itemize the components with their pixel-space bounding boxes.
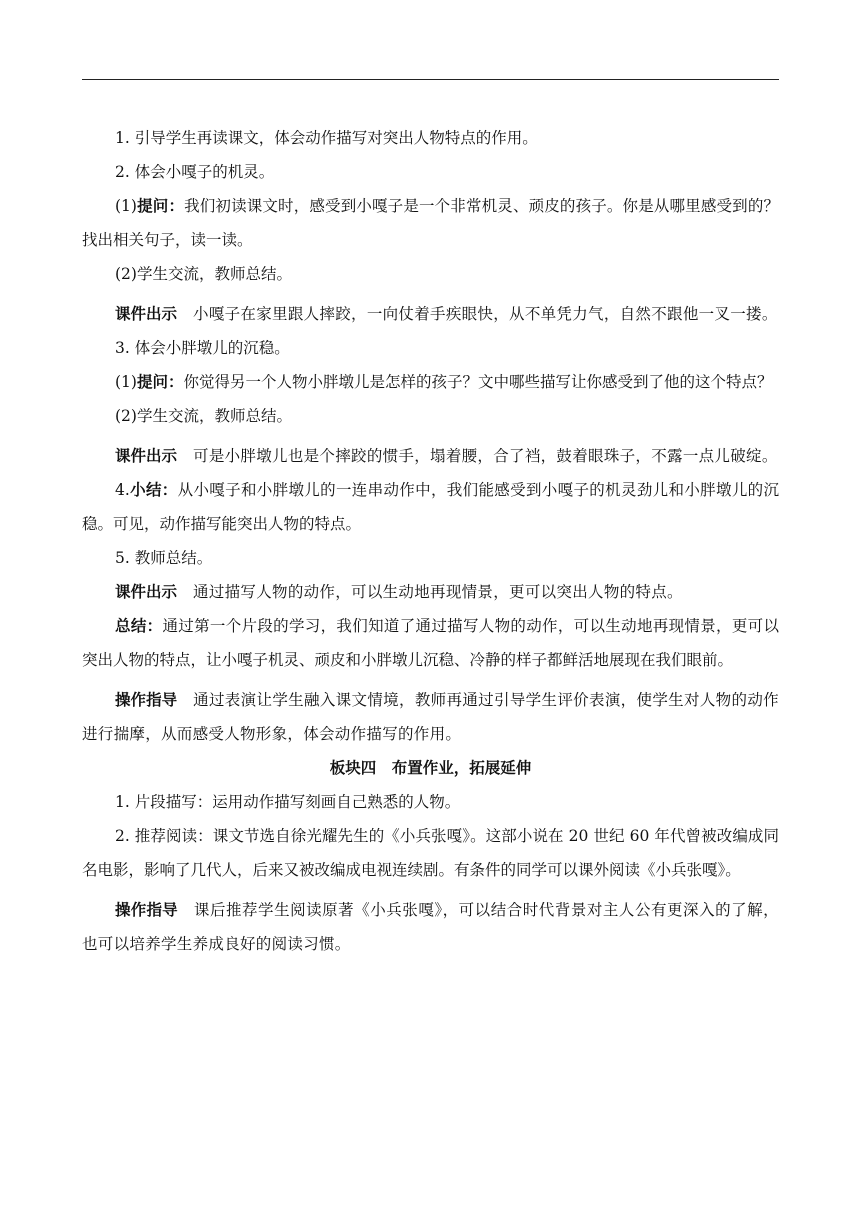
paragraph-2: 2. 体会小嘎子的机灵。 (115, 163, 275, 181)
paragraph-4: (2)学生交流，教师总结。 (115, 265, 292, 283)
guidance-text: 课后推荐学生阅读原著《小兵张嘎》，可以结合时代背景对主人公有更深入的了解，也可以培养学生养成良好的阅读习惯。 (82, 901, 779, 953)
courseware-text: 可是小胖墩儿也是个摔跤的惯手，塌着腰，合了裆，鼓着眼珠子，不露一点儿破绽。 (193, 447, 778, 465)
courseware-text: 通过描写人物的动作，可以生动地再现情景，更可以突出人物的特点。 (193, 583, 683, 601)
courseware-label: 课件出示 (115, 305, 178, 323)
conclusion-paragraph (82, 609, 779, 677)
document-body (82, 121, 779, 961)
summary-text: 从小嘎子和小胖墩儿的一连串动作中，我们能感受到小嘎子的机灵劲儿和小胖墩儿的沉稳。可见，动作描写能突出人物的特点。 (82, 481, 779, 533)
conclusion-label: 总结： (115, 617, 163, 635)
item-number: 4. (115, 481, 130, 499)
guidance-text: 通过表演让学生融入课文情境，教师再通过引导学生评价表演，使学生对人物的动作进行揣摩，从而感受人物形象，体会动作描写的作用。 (82, 691, 779, 743)
conclusion-text: 通过第一个片段的学习，我们知道了通过描写人物的动作，可以生动地再现情景，更可以突出人物的特点，让小嘎子机灵、顽皮和小胖墩儿沉稳、冷静的样子都鲜活地展现在我们眼前。 (82, 617, 779, 669)
paragraph-3 (82, 189, 779, 257)
homework-1: 1. 片段描写：运用动作描写刻画自己熟悉的人物。 (115, 793, 461, 811)
question-text: 你觉得另一个人物小胖墩儿是怎样的孩子？文中哪些描写让你感受到了他的这个特点？ (183, 373, 773, 391)
courseware-label: 课件出示 (115, 447, 178, 465)
paragraph-1: 1. 引导学生再读课文，体会动作描写对突出人物特点的作用。 (115, 129, 538, 147)
header-rule (82, 79, 779, 80)
courseware-label: 课件出示 (115, 583, 178, 601)
question-text: 我们初读课文时，感受到小嘎子是一个非常机灵、顽皮的孩子。你是从哪里感受到的？找出相关句子，读一读。 (82, 197, 779, 249)
section-heading: 板块四 布置作业，拓展延伸 (329, 759, 532, 777)
paragraph-10 (82, 473, 779, 541)
guidance-label: 操作指导 (115, 691, 178, 709)
paragraph-6: 3. 体会小胖墩儿的沉稳。 (115, 339, 290, 357)
guidance-label: 操作指导 (115, 901, 178, 919)
guidance-1 (82, 683, 779, 751)
courseware-2 (82, 439, 779, 473)
item-number: (1) (115, 373, 137, 391)
paragraph-11: 5. 教师总结。 (115, 549, 213, 567)
question-label: 提问： (136, 373, 184, 391)
guidance-2 (82, 893, 779, 961)
question-label: 提问： (136, 197, 185, 215)
courseware-text: 小嘎子在家里跟人摔跤，一向仗着手疾眼快，从不单凭力气，自然不跟他一叉一搂。 (193, 305, 778, 323)
summary-label: 小结： (129, 481, 178, 499)
paragraph-8: (2)学生交流，教师总结。 (115, 407, 292, 425)
homework-2: 2. 推荐阅读：课文节选自徐光耀先生的《小兵张嘎》。这部小说在 20 世纪 60 年代曾被改编成同名电影，影响了几代人，后来又被改编成电视连续剧。有条件的同学可以课外阅读《小兵张嘎》。 (82, 827, 779, 879)
paragraph-7 (82, 365, 779, 399)
courseware-3 (82, 575, 779, 609)
item-number: (1) (115, 197, 137, 215)
courseware-1 (82, 297, 779, 331)
